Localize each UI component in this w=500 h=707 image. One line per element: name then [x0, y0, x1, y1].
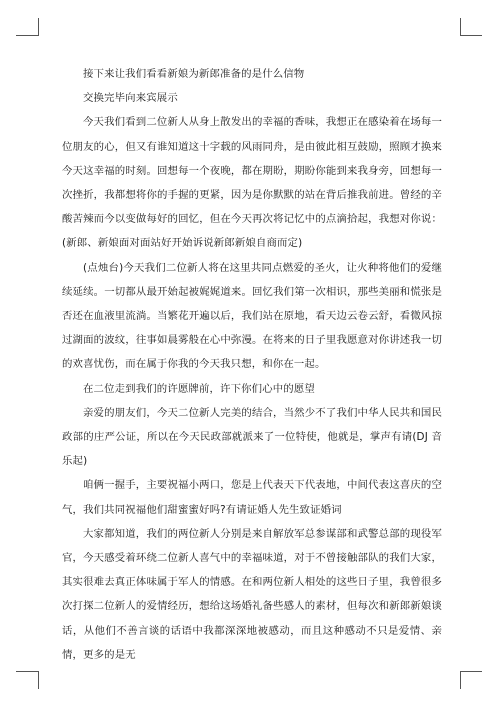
- paragraph-wish-board: 在二位走到我们的许愿牌前，许下你们心中的愿望: [83, 382, 315, 395]
- crop-mark-top-right: [460, 18, 461, 36]
- paragraph-token-reveal: 接下来让我们看看新娘为新郎准备的是什么信物: [83, 68, 305, 80]
- crop-mark-top-left: [16, 35, 38, 36]
- paragraph-civil-affairs: 亲爱的朋友们，今天二位新人完美的结合，当然少不了我们中华人民共和国民政部的庄严公证，所以在今天民政部就派来了一位特使，他就是，掌声有请(DJ 音乐起): [62, 406, 442, 468]
- crop-mark-bottom-left: [38, 671, 39, 689]
- paragraph-happy-moment: 今天我们看到二位新人从身上散发出的幸福的香味，我想正在感染着在场每一位朋友的心，但又有谁知道这十字载的风雨同舟，是由彼此相互鼓励，照顾才换来今天这幸福的时刻。回想每一个夜晚，都在期盼，期盼你能到来我身旁，回想每一次挫折，我都想将你的手握的更紧，因为是你默默的站在背后推我前进。曾经的辛酸苦辣而今以变做每好的回忆，但在今天再次将记忆中的点滴拾起，我想对你说：(新郎、新娘面对面站好开始诉说新郎新娘自商而定): [62, 116, 442, 250]
- crop-mark-bottom-right: [460, 671, 482, 672]
- paragraph-candle-lighting: (点烛台)今天我们二位新人将在这里共同点燃爱的圣火，让火种将他们的爱继续延续。一切都从最开始起被娓娓道来。回忆我们第一次相识，那些美丽和慌张是否还在血液里流淌。当繁花开遍以后，我们站在原地，看天边云卷云舒，看微风掠过湖面的波纹，往事如晨雾般在心中弥漫。在将来的日子里我愿意对你讲述我一切的欢喜忧伤，而在属于你我的今天我只想，和你在一起。: [62, 261, 442, 371]
- paragraph-handshake: 咱俩一握手，主要祝福小两口，您是上代表天下代表地，中间代表这喜庆的空气，我们共同祝福他们甜蜜蜜好吗?有请证婚人先生致证婚词: [62, 479, 442, 516]
- document-body: [62, 62, 442, 667]
- crop-mark-top-right: [460, 35, 482, 36]
- crop-mark-top-left: [38, 18, 39, 36]
- paragraph-military-couple: 大家都知道，我们的两位新人分别是来自解放军总参谋部和武警总部的现役军官，今天感受着环绕二位新人喜气中的幸福味道，对于不曾接触部队的我们大家，其实很难去真正体味属于军人的情感。在和两位新人相处的这些日子里，我曾很多次打探二位新人的爱情经历，想给这场婚礼备些感人的素材，但每次和新郎新娘谈话，从他们不善言谈的话语中我都深深地被感动，而且这种感动不只是爱情、亲情，更多的是无: [62, 527, 442, 661]
- crop-mark-bottom-left: [16, 671, 38, 672]
- paragraph-display-tokens: 交换完毕向来宾展示: [83, 92, 178, 105]
- crop-mark-bottom-right: [460, 671, 461, 689]
